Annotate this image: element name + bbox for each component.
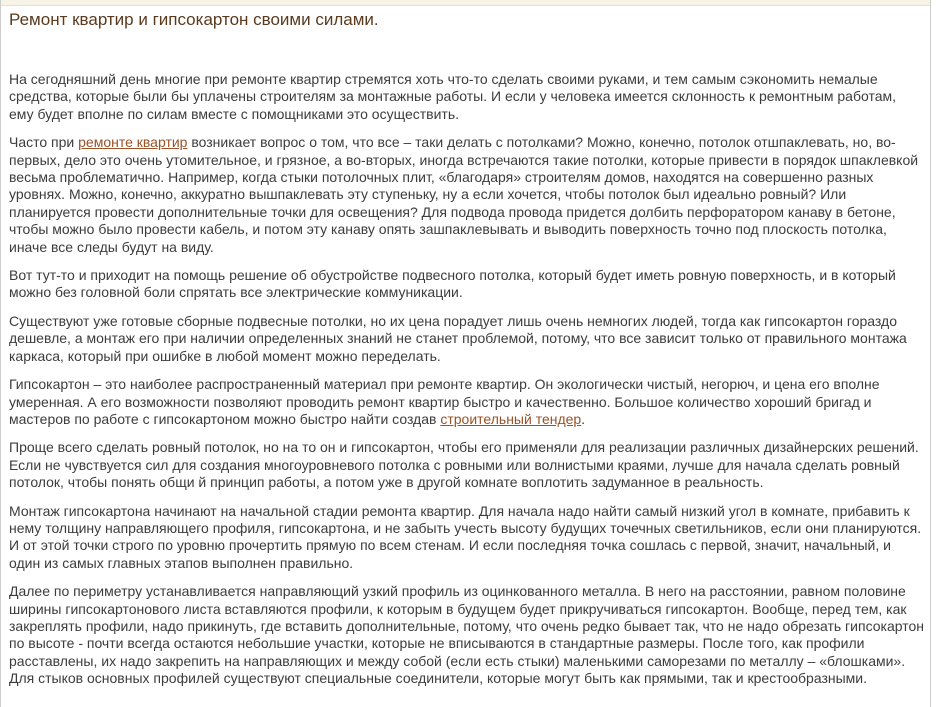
paragraph [9, 267, 924, 302]
paragraph-text: . [581, 410, 586, 427]
paragraph [9, 134, 924, 256]
article-body [1, 71, 930, 707]
paragraph-text: На сегодняшний день многие при ремонте квартир стремятся хоть что-то сделать своими руками, и тем самым сэкономить немалые средства, которые были бы уплачены строителям за монтажные работы. И если у человека имеется склонность к ремонтным работам, ему будет вполне по силам вместе с помощниками это осуществить. [9, 71, 897, 122]
inline-link[interactable]: строительный тендер [440, 410, 582, 427]
paragraph-text: Далее по периметру устанавливается направляющий узкий профиль из оцинкованного металла. В него на расстоянии, равном половине ширины гипсокартонового листа вставляются профили, к которым в будущем будет прикручиваться гипсокартон. Вообще, перед тем, как закреплять профили, надо прикинуть, где вставить дополнительные, потому, что очень редко бывает так, что не надо обрезать гипсокартон по высоте - почти всегда остаются небольшие участки, которые не вписываются в стандартные размеры. После того, как профили расставлены, их надо закрепить на направляющих и между собой (если есть стыки) маленькими саморезами по металлу – «блошками». Для стыков основных профилей существуют специальные соединители, которые могут быть как прямыми, так и крестообразными. [9, 583, 924, 687]
paragraph-text: Проще всего сделать ровный потолок, но на то он и гипсокартон, чтобы его применяли для реализации различных дизайнерских решений. Если не чувствуется сил для создания многоуровневого потолка с ровными или волнистыми краями, лучше для начала сделать ровный потолок, чтобы понять общи й принцип работы, а потом уже в другой комнате воплотить задуманное в реальность. [9, 439, 919, 491]
paragraph-text: Вот тут-то и приходит на помощь решение об обустройстве подвесного потолка, который будет иметь ровную поверхность, и в который можно без головной боли спрятать все электрические коммуникации. [9, 267, 896, 301]
paragraph [9, 439, 924, 491]
paragraph [9, 503, 924, 573]
inline-link[interactable]: ремонте квартир [78, 134, 188, 151]
paragraph [9, 313, 924, 365]
paragraph-text: возникает вопрос о том, что все – таки делать с потолками? Можно, конечно, потолок отшпаклевать, но, во-первых, дело это очень утомительное, и грязное, а во-вторых, иногда встречаются такие потолки, которые привести в порядок шпаклевкой весьма проблематично. Например, когда стыки потолочных плит, «благодаря» строителям домов, находятся на совершенно разных уровнях. Можно, конечно, аккуратно вышпаклевать эту ступеньку, ну а если хочется, чтобы потолок был идеально ровный? Или планируется провести дополнительные точки для освещения? Для подвода провода придется долбить перфоратором канаву в бетоне, чтобы можно было провести кабель, и потом эту канаву опять зашпаклевывать и выводить поверхность точно под плоскость потолка, иначе все следы будут на виду. [9, 134, 919, 255]
paragraph-text: Существуют уже готовые сборные подвесные потолки, но их цена порадует лишь очень немногих людей, тогда как гипсокартон гораздо дешевле, а монтаж его при наличии определенных знаний не станет проблемой, потому, что все зависит только от правильного монтажа каркаса, который при ошибке в любой момент можно переделать. [9, 312, 907, 364]
paragraph [9, 71, 924, 123]
paragraph [9, 376, 924, 428]
page-top-border [1, 0, 930, 6]
paragraph-text: Гипсокартон – это наиболее распространенный материал при ремонте квартир. Он экологически чистый, негорюч, и цена его вполне умеренная. А его возможности позволяют проводить ремонт квартир быстро и качественно. Большое количество хороший бригад и мастеров по работе с гипсокартоном можно быстро найти создав [9, 376, 880, 427]
paragraph [9, 583, 924, 687]
paragraph-text: Монтаж гипсокартона начинают на начальной стадии ремонта квартир. Для начала надо найти самый низкий угол в комнате, прибавить к нему толщину направляющего профиля, гипсокартона, и не забыть учесть высоту будущих точечных светильников, если они планируются. И от этой точки строго по уровню прочертить прямую по всем стенам. И если последняя точка сошлась с первой, значит, начальный, и один из самых главных этапов выполнен правильно. [9, 502, 922, 571]
paragraph-text: Часто при [9, 134, 79, 151]
page-title: Ремонт квартир и гипсокартон своими силами. [9, 10, 379, 29]
